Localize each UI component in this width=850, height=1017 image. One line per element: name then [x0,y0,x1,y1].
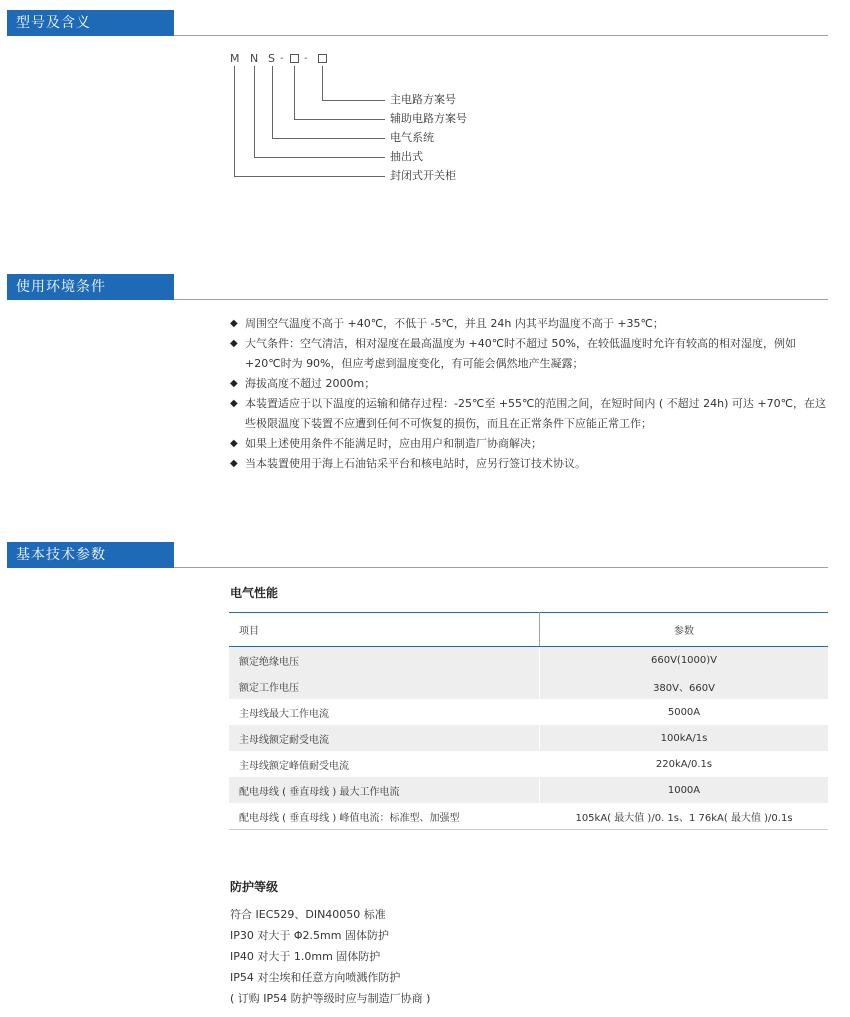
list-item: ◆ 当本装置使用于海上石油钻采平台和核电站时，应另行签订技术协议。 [230,454,830,474]
protection-title: 防护等级 [230,880,279,894]
tree-line [254,66,255,157]
table-row [229,673,828,699]
table-cell: 105kA( 最大值 )/0. 1s、1 76kA( 最大值 )/0.1s [540,803,829,830]
diamond-bullet-icon: ◆ [230,398,238,409]
list-item: ◆ 大气条件：空气清洁，相对湿度在最高温度为 +40℃时不超过 50%，在较低温度时允许有较高的相对湿度，例如 +20℃时为 90%，但应考虑到温度变化，有可能会偶然地产生凝露； [230,334,830,374]
section-header-model [7,10,828,36]
section-header-technical [7,542,828,568]
table-cell: 主母线额定耐受电流 [229,725,540,751]
diamond-bullet-icon: ◆ [230,458,238,469]
code-meaning-label: 封闭式开关柜 [390,169,456,182]
tree-line [254,157,385,158]
diamond-bullet-icon: ◆ [230,378,238,389]
environment-list [230,314,830,474]
list-item: ( 订购 IP54 防护等级时应与制造厂协商 ) [230,992,431,1005]
section-title: 基本技术参数 [7,542,174,568]
section-divider [174,35,828,36]
table-cell: 额定工作电压 [229,673,540,699]
electrical-table [229,612,828,830]
section-divider [174,567,828,568]
table-row [229,725,828,751]
list-item: IP40 对大于 1.0mm 固体防护 [230,950,381,963]
list-item: ◆ 海拔高度不超过 2000m； [230,374,830,394]
table-cell: 1000A [540,777,829,803]
table-cell: 主母线额定峰值耐受电流 [239,760,349,772]
table-cell: 100kA/1s [540,725,829,751]
code-meaning-label: 抽出式 [390,150,423,163]
table-row [229,751,828,777]
code-placeholder-box [318,54,327,63]
table-row [229,777,828,803]
section-header-environment [7,274,828,300]
tree-line [272,66,273,138]
list-item: IP30 对大于 Φ2.5mm 固体防护 [230,929,389,942]
code-meaning-label: 主电路方案号 [390,93,456,106]
table-cell: 5000A [540,699,829,725]
table-row [229,647,828,674]
tree-line [234,66,235,176]
column-header: 参数 [540,613,829,647]
table-cell: 额定绝缘电压 [229,647,540,674]
code-letter-s: S [268,52,275,65]
diamond-bullet-icon: ◆ [230,318,238,329]
table-cell: 220kA/0.1s [540,751,829,777]
list-item: ◆ 如果上述使用条件不能满足时，应由用户和制造厂协商解决； [230,434,830,454]
table-cell: 380V、660V [540,673,829,699]
code-dash: - [280,53,284,64]
code-letter-m: M [230,52,240,65]
section-title: 使用环境条件 [7,274,174,300]
electrical-title: 电气性能 [230,586,279,600]
code-meaning-label: 辅助电路方案号 [390,112,467,125]
table-cell: 配电母线 ( 垂直母线 ) 峰值电流：标准型、加强型 [229,803,540,830]
code-letter-n: N [250,52,259,65]
diamond-bullet-icon: ◆ [230,438,238,449]
list-item: ◆ 本装置适应于以下温度的运输和储存过程：-25℃至 +55℃的范围之间，在短时间内 ( 不超过 24h) 可达 +70℃，在这些极限温度下装置不应遭到任何不可恢复的损伤，而且在正常条件下应能正常工作； [230,394,830,434]
tree-line [272,138,385,139]
section-divider [174,299,828,300]
code-meaning-label: 电气系统 [390,131,434,144]
list-item: ◆ 周围空气温度不高于 +40℃，不低于 -5℃，并且 24h 内其平均温度不高于 +35℃； [230,314,830,334]
tree-line [294,66,295,119]
table-cell: 660V(1000)V [540,647,829,674]
list-item: 符合 IEC529、DIN40050 标准 [230,908,386,921]
table-row [229,803,828,830]
diamond-bullet-icon: ◆ [230,338,238,349]
code-placeholder-box [290,54,299,63]
section-title: 型号及含义 [7,10,174,36]
table-cell: 配电母线 ( 垂直母线 ) 最大工作电流 [229,777,540,803]
table-cell: 主母线最大工作电流 [239,708,329,720]
code-dash: - [304,53,308,64]
list-item: IP54 对尘埃和任意方向喷溅作防护 [230,971,401,984]
tree-line [294,119,385,120]
protection-list [230,904,430,1009]
column-header: 项目 [229,613,540,647]
tree-line [322,66,323,100]
table-header-row [229,613,828,647]
tree-line [234,176,385,177]
table-row [229,699,828,725]
tree-line [322,100,385,101]
